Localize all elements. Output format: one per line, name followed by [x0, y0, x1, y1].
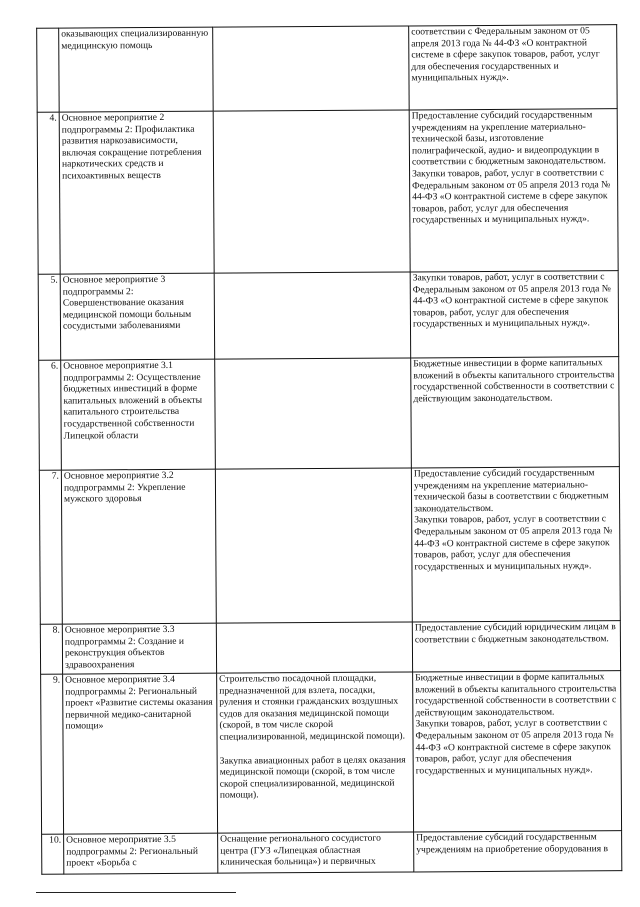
- measure-name: Основное мероприятие 3.5 подпрограммы 2: Региональный проект «Борьба с: [64, 833, 218, 874]
- measure-name: оказывающих специализированную медицинскую помощь: [59, 27, 214, 112]
- row-number: 5.: [38, 274, 61, 360]
- row-number: 4.: [37, 112, 60, 274]
- description-paragraph: Оснащение регионального сосудистого центра (ГУЗ «Липецкая областная клиническая больница») и первичных: [220, 832, 381, 868]
- mechanism-paragraph: Бюджетные инвестиции в форме капитальных вложений в объекты капитального строительства государственной собственности в соответствии с действующим законодательством.: [415, 671, 617, 719]
- implementation-mechanism: [413, 671, 622, 832]
- row-number: 9.: [41, 674, 64, 834]
- row-number: 6.: [39, 360, 62, 470]
- row-number: 7.: [39, 470, 62, 624]
- measure-description: [214, 272, 411, 359]
- measure-description: [213, 26, 410, 111]
- footnote-separator-line: [36, 892, 236, 893]
- mechanism-paragraph: Бюджетные инвестиции в форме капитальных вложений в объекты капитального строительства государственной собственности в соответствии с действующим законодательством.: [413, 357, 615, 405]
- row-number: 10.: [42, 834, 64, 874]
- mechanism-paragraph: соответствии с Федеральным законом от 05 апреля 2013 года № 44-ФЗ «О контрактной системе в сфере закупок товаров, работ, услуг для обеспечения государственных и муниципальных нужд».: [411, 25, 600, 84]
- mechanism-paragraph: Закупки товаров, работ, услуг в соответствии с Федеральным законом от 05 апреля 2013 года № 44-ФЗ «О контрактной системе в сфере закупок товаров, работ, услуг для обеспечения государственных и муниципальных нужд».: [415, 717, 614, 777]
- measure-name: Основное мероприятие 3 подпрограммы 2: Совершенствование оказания медицинской помощи больным сосудистыми заболеваниями: [60, 273, 215, 360]
- measure-name: Основное мероприятие 3.3 подпрограммы 2: Создание и реконструкция объектов здравоохранения: [62, 623, 216, 674]
- description-paragraph: Закупка авиационных работ в целях оказания медицинской помощи (скорой, в том числе скорой специализированной, медицинской помощи).: [219, 754, 406, 801]
- mechanism-paragraph: Предоставление субсидий государственным учреждениям на укрепление материально-технической базы в соответствии с бюджетным законодательством.: [413, 467, 609, 515]
- implementation-mechanism: [414, 831, 622, 872]
- mechanism-paragraph: Предоставление субсидий государственным учреждениям на приобретение оборудования в: [416, 831, 609, 856]
- description-paragraph: Строительство посадочной площадки, предназначенной для взлета, посадки, руления и стоянки гражданских воздушных судов для оказания медицинской помощи (скорой, в том числе скорой специализированной, медицинской помощи).: [219, 672, 406, 743]
- row-number: [37, 28, 60, 112]
- measure-description: [218, 832, 414, 873]
- mechanism-paragraph: Закупки товаров, работ, услуг в соответствии с Федеральным законом от 05 апреля 2013 года № 44-ФЗ «О контрактной системе в сфере закупок товаров, работ, услуг для обеспечения государственных и муниципальных нужд».: [414, 513, 613, 573]
- table-row: [37, 25, 618, 113]
- implementation-mechanism: [410, 271, 619, 358]
- table-row: [40, 621, 620, 675]
- measure-name: Основное мероприятие 3.2 подпрограммы 2: Укрепление мужского здоровья: [61, 469, 216, 624]
- measure-name: Основное мероприятие 3.1 подпрограммы 2: Осуществление бюджетных инвестиций в форме капитальных вложений в объекты капитального строительства государственной собственности Липецкой области: [61, 359, 216, 470]
- measures-table: [36, 24, 622, 875]
- measure-description: [217, 672, 414, 833]
- table-row: [37, 109, 618, 275]
- mechanism-paragraph: Предоставление субсидий государственным учреждениям на укрепление материально-технической базы, изготовление полиграфической, аудио- и видеопродукции в соответствии с бюджетным законодательством.: [411, 109, 606, 168]
- table-row: [39, 357, 620, 471]
- table-row: [42, 831, 622, 875]
- implementation-mechanism: [411, 357, 620, 468]
- table-row: [41, 671, 622, 835]
- measure-name: Основное мероприятие 3.4 подпрограммы 2: Региональный проект «Развитие системы оказания первичной медико-санитарной помощи»: [63, 673, 218, 834]
- measure-description: [216, 622, 412, 673]
- table-row: [38, 271, 619, 361]
- implementation-mechanism: [409, 25, 618, 110]
- row-number: 8.: [40, 624, 62, 674]
- measure-name: Основное мероприятие 2 подпрограммы 2: Профилактика развития наркозависимости, включая сокращение потребления наркотических средств и психоактивных веществ: [59, 111, 214, 274]
- measure-description: [213, 110, 410, 273]
- implementation-mechanism: [411, 467, 620, 622]
- implementation-mechanism: [409, 109, 618, 272]
- mechanism-paragraph: Закупки товаров, работ, услуг в соответствии с Федеральным законом от 05 апреля 2013 года № 44-ФЗ «О контрактной системе в сфере закупок товаров, работ, услуг для обеспечения государственных и муниципальных нужд».: [412, 271, 611, 330]
- table-row: [39, 467, 620, 625]
- mechanism-paragraph: Закупки товаров, работ, услуг в соответствии с Федеральным законом от 05 апреля 2013 года № 44-ФЗ «О контрактной системе в сфере закупок товаров, работ, услуг для обеспечения государственных и муниципальных нужд».: [412, 167, 611, 226]
- implementation-mechanism: [412, 621, 620, 672]
- measure-description: [215, 358, 412, 469]
- mechanism-paragraph: Предоставление субсидий юридическим лицам в соответствии с бюджетным законодательством.: [414, 621, 616, 646]
- measure-description: [215, 468, 412, 623]
